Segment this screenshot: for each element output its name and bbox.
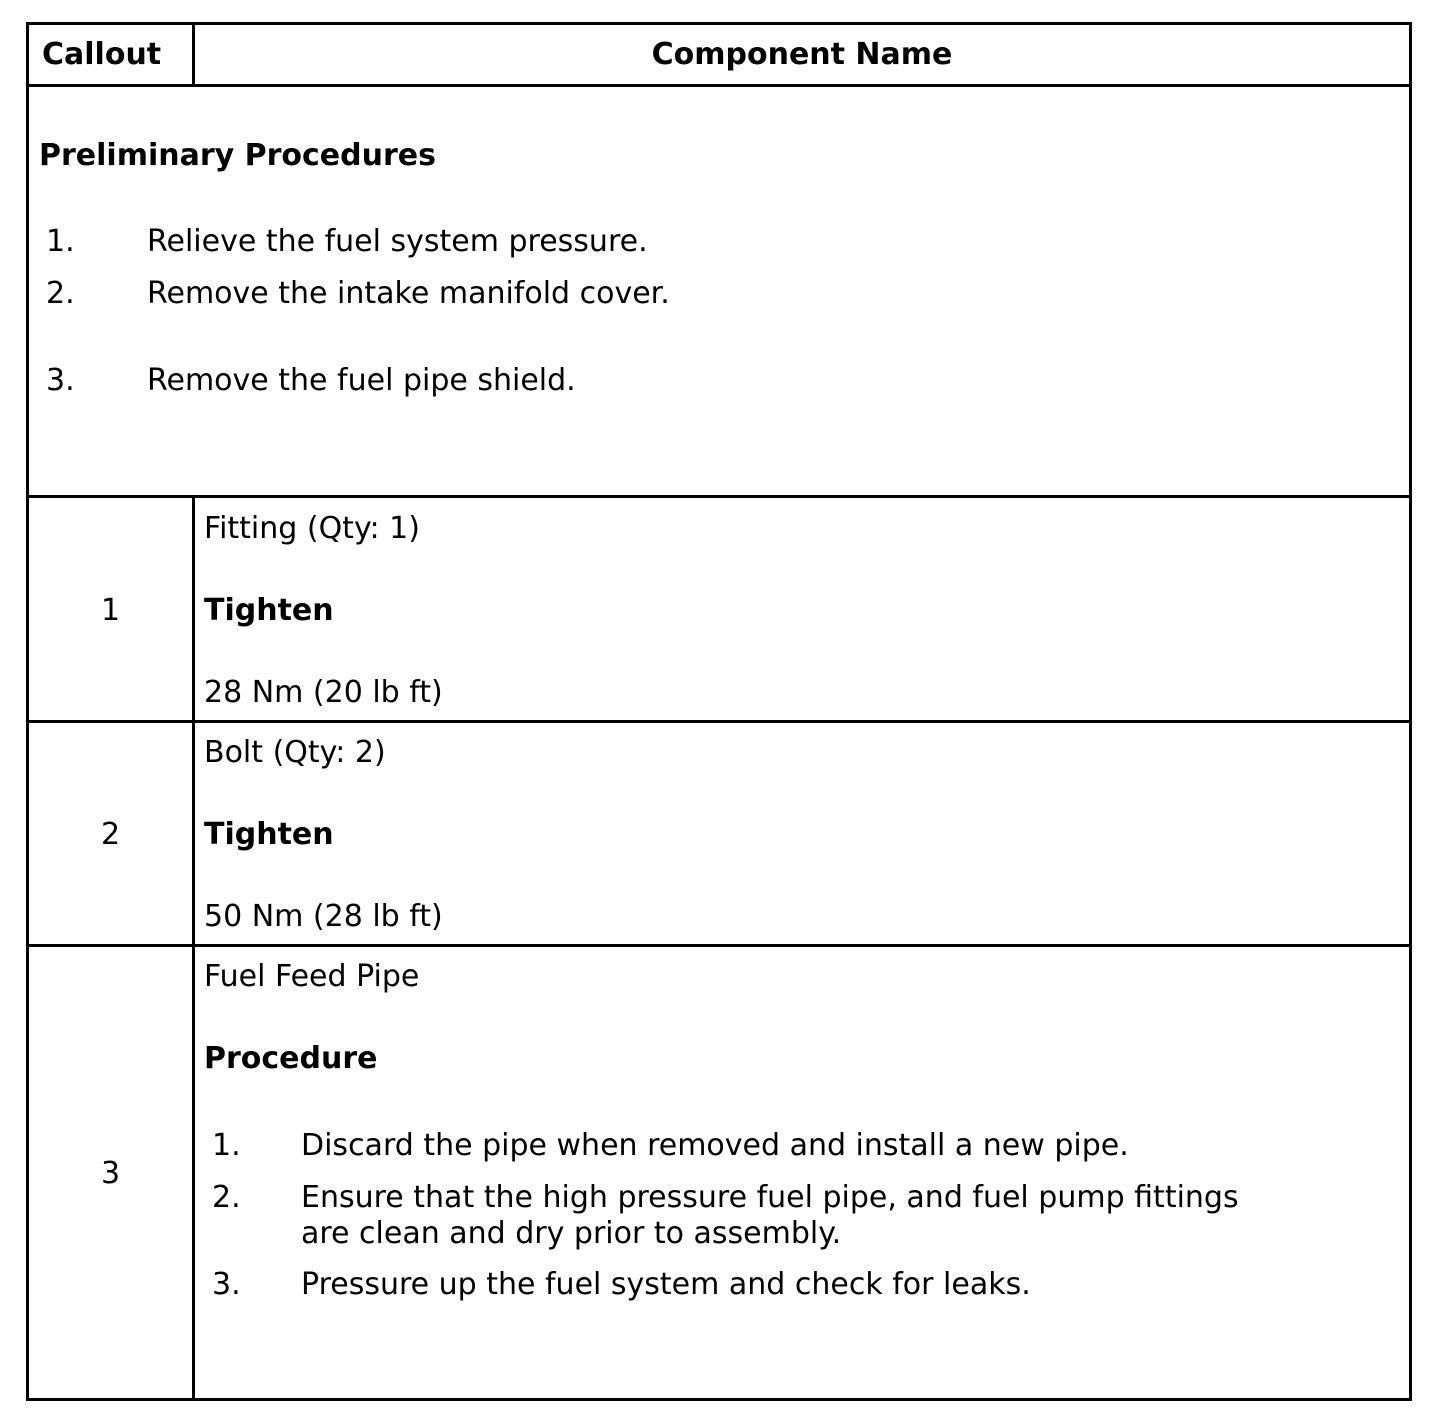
procedure-step-text: Discard the pipe when removed and install a new pipe.: [301, 1128, 1129, 1163]
procedure-label: Procedure: [204, 1041, 378, 1076]
component-name-column-header: Component Name: [651, 37, 953, 72]
procedure-step-text: Pressure up the fuel system and check for leaks.: [301, 1267, 1031, 1302]
procedure-table: [26, 22, 1412, 1401]
procedure-step-text: Ensure that the high pressure fuel pipe, and fuel pump fittings: [301, 1180, 1239, 1215]
preliminary-step-number: 1.: [46, 224, 75, 259]
torque-value: 28 Nm (20 lb ft): [204, 675, 443, 710]
component-name: Fuel Feed Pipe: [204, 959, 420, 994]
row1-divider: [29, 720, 1409, 723]
preliminary-step-text: Remove the fuel pipe shield.: [147, 363, 576, 398]
preliminary-step-number: 3.: [46, 363, 75, 398]
tighten-label: Tighten: [204, 593, 334, 628]
procedure-step-text-continued: are clean and dry prior to assembly.: [301, 1216, 842, 1251]
body-column-divider: [192, 495, 195, 1398]
torque-value: 50 Nm (28 lb ft): [204, 899, 443, 934]
preliminary-divider: [29, 495, 1409, 498]
preliminary-step-text: Relieve the fuel system pressure.: [147, 224, 648, 259]
procedure-step-number: 2.: [212, 1180, 241, 1215]
component-name: Bolt (Qty: 2): [204, 735, 386, 770]
preliminary-title: Preliminary Procedures: [39, 138, 436, 173]
header-divider: [29, 84, 1409, 87]
callout-number: 1: [100, 593, 121, 628]
component-name: Fitting (Qty: 1): [204, 511, 420, 546]
callout-number: 2: [100, 817, 121, 852]
procedure-step-number: 1.: [212, 1128, 241, 1163]
callout-number: 3: [100, 1156, 121, 1191]
preliminary-step-text: Remove the intake manifold cover.: [147, 276, 670, 311]
tighten-label: Tighten: [204, 817, 334, 852]
row2-divider: [29, 944, 1409, 947]
procedure-step-number: 3.: [212, 1267, 241, 1302]
preliminary-step-number: 2.: [46, 276, 75, 311]
callout-column-header: Callout: [42, 37, 162, 72]
